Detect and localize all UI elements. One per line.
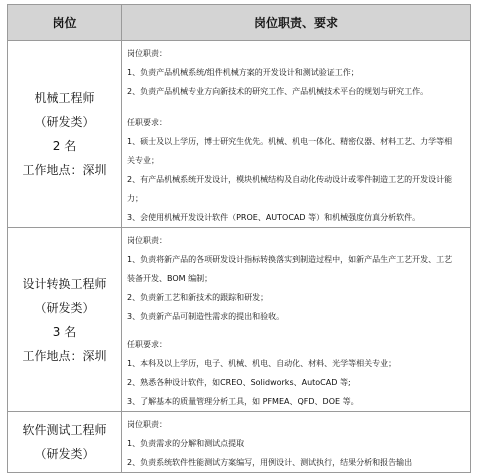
position-title: 机械工程师 (34, 91, 95, 105)
duty-line: 1、负责产品机械系统/组件机械方案的开发设计和测试验证工作； (127, 68, 359, 77)
position-title: 软件测试工程师 (22, 423, 107, 437)
requirement-line: 1、本科及以上学历，电子、机械、机电、自动化、材料、光学等相关专业； (127, 359, 397, 368)
duties-heading: 岗位职责： (127, 420, 167, 429)
requirement-line: 2、熟悉各种设计软件，如CREO、Solidworks、AutoCAD 等; (127, 378, 351, 387)
position-category: （研发类） (34, 300, 95, 315)
header-position: 岗位 (8, 5, 122, 41)
position-cell (8, 228, 122, 412)
requirement-line: 关专业； (127, 156, 159, 165)
duties-cell (122, 41, 471, 228)
position-count: 3 名 (52, 324, 77, 339)
requirement-line: 3、了解基本的质量管理分析工具，如 PFMEA、QFD、DOE 等。 (127, 397, 359, 406)
position-count: 2 名 (52, 139, 77, 153)
header-duties: 岗位职责、要求 (122, 5, 471, 41)
duties-cell (122, 412, 471, 473)
duty-line: 1、负责将新产品的各项研发设计指标转换落实到制造过程中，如新产品生产工艺开发、工艺 (127, 255, 453, 264)
requirement-line: 力； (127, 194, 143, 203)
duty-line: 2、负责产品机械专业方向新技术的研究工作、产品机械技术平台的规划与研究工作。 (127, 87, 429, 96)
table-header-row (8, 5, 471, 41)
duty-line: 2、负责新工艺和新技术的跟踪和研发； (127, 293, 269, 302)
position-cell (8, 412, 122, 473)
duty-line: 3、负责新产品可制造性需求的提出和验收。 (127, 312, 285, 321)
duty-line: 2、负责系统软件性能测试方案编写，用例设计、测试执行，结果分析和报告输出 (127, 458, 413, 467)
duties-cell (122, 228, 471, 412)
position-title: 设计转换工程师 (22, 276, 107, 291)
position-category: （研发类） (34, 447, 95, 461)
table-row (8, 41, 471, 228)
requirements-heading: 任职要求： (127, 340, 167, 349)
duty-line: 装备开发、BOM 编制； (127, 274, 213, 283)
duty-line: 1、负责需求的分解和测试点提取 (127, 439, 245, 448)
requirement-line: 1、硕士及以上学历，博士研究生优先。机械、机电一体化、精密仪器、材料工艺、力学等相 (127, 137, 453, 146)
position-location: 工作地点：深圳 (22, 163, 107, 177)
position-cell (8, 41, 122, 228)
position-location: 工作地点：深圳 (22, 348, 107, 363)
table-row (8, 412, 471, 473)
requirement-line: 2、有产品机械系统开发设计，模块机械结构及自动化传动设计或零件制造工艺的开发设计能 (127, 175, 453, 184)
duties-heading: 岗位职责： (127, 49, 167, 58)
requirements-heading: 任职要求： (127, 118, 167, 127)
duties-heading: 岗位职责： (127, 236, 167, 245)
requirement-line: 3、会使用机械开发设计软件（PROE、AUTOCAD 等）和机械强度仿真分析软件。 (127, 213, 421, 222)
table-row (8, 228, 471, 412)
job-table (7, 4, 471, 473)
position-category: （研发类） (34, 115, 95, 129)
